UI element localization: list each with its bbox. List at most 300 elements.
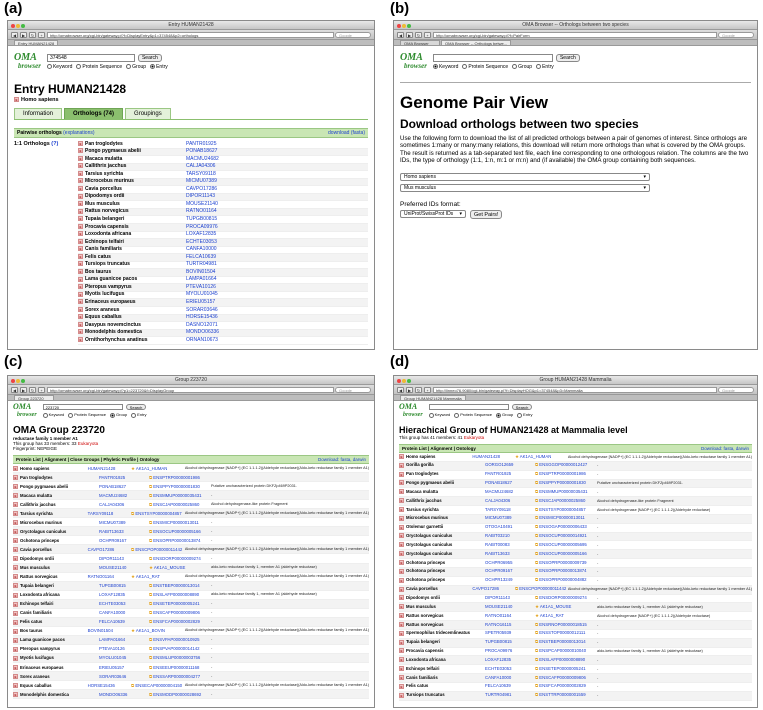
xref-link[interactable] [149,482,211,491]
protein-id-link[interactable]: CALJA04306 [99,501,125,507]
protein-id-link[interactable]: MONDO06336 [186,329,220,336]
xref-link[interactable] [149,672,211,681]
species-name [399,629,485,638]
xref-link[interactable] [535,559,597,568]
protein-id-link[interactable]: MACMU24682 [485,488,514,494]
protein-id-link[interactable]: MONDO06336 [99,691,128,697]
protein-id-link[interactable]: HORSE15436 [186,314,218,321]
genome2-select[interactable]: Mus musculus ▾ [400,184,650,192]
xref-label[interactable]: ENSOPRP00000013874 [539,568,587,574]
protein-id-link[interactable]: MACMU24682 [186,155,219,162]
radio-group[interactable]: Group [512,64,532,70]
xref-link[interactable] [149,581,211,590]
xref-link[interactable] [515,585,568,594]
xref-link[interactable] [535,506,597,515]
add-button[interactable]: + [424,32,431,38]
pref-ids-row [400,210,751,219]
tab-information[interactable]: Information [14,108,62,119]
xref-label[interactable]: ENSCAFP00000009806 [539,674,586,680]
species-name [399,612,485,621]
xref-link[interactable] [535,656,597,665]
xref-link[interactable] [149,554,211,563]
reload-button[interactable]: ↻ [30,387,35,393]
browser-tab[interactable]: Group 223720 [14,395,54,400]
protein-id-link[interactable]: LOXAF12835 [99,592,126,598]
radio-keyword[interactable]: Keyword [43,412,65,417]
xref-link[interactable] [535,461,597,470]
radio-entry[interactable]: Entry [131,412,146,417]
protein-id-link[interactable]: CANFA10000 [186,246,217,253]
xref-link[interactable] [149,690,211,699]
species-tag: E [79,202,82,207]
protein-id-link[interactable]: FELCA10639 [186,253,217,260]
xref-label[interactable]: ENSTSYP00000004857 [539,506,586,512]
protein-id-link[interactable]: FELCA10639 [485,683,511,689]
group-fingerprint: Fingerprint: NEPEIGE [13,446,58,451]
species-label: Callithrix jacchus [406,497,442,503]
xref-label[interactable]: ENSPTRP00000001986 [539,471,586,477]
xref-label[interactable]: ENSGGOP00000012427 [539,462,588,468]
xref-label[interactable]: ENSSTOP00000012111 [539,630,586,636]
search-input[interactable]: 374548 [47,54,135,62]
xref-link[interactable] [131,626,185,635]
protein-id-link[interactable]: MYOLU01045 [186,291,218,298]
protein-id-link[interactable]: ECHTE03053 [99,601,126,607]
xref-link[interactable] [535,497,597,506]
browser-tab-2[interactable]: OMA Browser -- Orthologs betwe... [441,40,511,45]
group-nav-links[interactable]: Protein List | Alignment | Close Groups | Phyletic Profile | Ontology [16,457,160,462]
xref-label[interactable]: ENSTSYP00000004857 [135,510,182,516]
species-label: Lama guanicoe pacos [20,637,65,643]
link-icon: ⧉ [535,595,540,600]
protein-id-link[interactable]: ECHTE03053 [186,238,217,245]
xref-link[interactable] [535,691,597,700]
xref-label[interactable]: ENSTBEP00000013014 [153,583,200,589]
xref-label[interactable]: ENSETEP00000005241 [153,601,200,607]
protein-id-link[interactable]: OCHPR09167 [99,537,127,543]
xref-label[interactable]: AK1A1_HUMAN [135,465,168,471]
xref-link[interactable] [535,514,597,523]
protein-id-link[interactable]: CANFA10000 [485,674,512,680]
download-links[interactable]: Download: fasta, darwin [700,446,749,451]
xref-label[interactable]: ENSMICP00000013011 [539,515,585,521]
xref-label[interactable]: ENSMMUP00000035431 [153,492,202,498]
add-button[interactable]: + [38,32,45,38]
xref-label[interactable]: ENSVPAP00000010925 [153,637,200,643]
protein-id-link[interactable]: DIPOR11143 [186,193,215,200]
search-button[interactable]: Search [138,54,162,62]
protein-id-link[interactable]: PTEVA10126 [99,646,125,652]
protein-id-link[interactable]: CALJA04306 [485,497,511,503]
xref-link[interactable] [535,665,597,674]
link-icon: ⧉ [535,568,540,574]
xref-label[interactable]: ENSPTRP00000001986 [153,474,200,480]
xref-label[interactable]: ENSFCAP00000002829 [153,619,200,625]
species-name [399,453,472,462]
search-input[interactable] [429,404,509,410]
xref-label[interactable]: ENSOCUP00000005695 [539,541,587,547]
reload-button[interactable]: ↻ [416,32,421,38]
protein-id-link[interactable]: PROCA09976 [186,223,218,230]
protein-id-link[interactable]: TARSY09118 [186,170,216,177]
species-label: Loxodonta africana [85,231,132,238]
xref-label[interactable]: ENSMMUP00000035431 [539,488,588,494]
radio-protein-sequence[interactable]: Protein Sequence [454,412,492,417]
google-search-field[interactable]: Google [335,387,371,393]
xref-link[interactable] [535,488,597,497]
protein-id-link[interactable]: CANFA10000 [99,610,126,616]
species-label: Procavia capensis [85,223,129,230]
xref-link[interactable] [149,518,211,527]
xref-label[interactable]: ENSCAFP00000009806 [153,610,200,616]
xref-label[interactable]: ENSPVAP00000014142 [153,646,200,652]
protein-id-link[interactable]: PANTR01925 [99,474,126,480]
xref-link[interactable] [149,536,211,545]
xref-link[interactable] [535,594,597,603]
forward-button[interactable]: ▶ [21,387,26,393]
xref-link[interactable] [535,647,597,656]
xref-link[interactable] [535,612,597,621]
protein-id-link[interactable]: RATNO01164 [87,574,114,580]
protein-id-link[interactable]: OTOGA10491 [485,524,513,530]
xref-link[interactable] [149,617,211,626]
xref-label[interactable]: ENSOCUP00000005166 [153,528,201,534]
protein-description: - [597,631,599,636]
protein-id-link[interactable]: TARSY09118 [485,506,511,512]
xref-label[interactable]: ENSMODP00000028692 [153,691,202,697]
protein-id-link[interactable]: CAVPO17286 [472,586,500,592]
xref-link[interactable] [149,500,211,509]
xref-link[interactable] [535,674,597,683]
search-button[interactable]: Search [512,404,533,410]
xref-link[interactable] [149,590,211,599]
xref-link[interactable] [515,453,568,462]
protein-id-link[interactable]: RABIT13633 [485,550,510,556]
protein-id-link[interactable]: MICMU07389 [99,519,126,525]
radio-entry[interactable]: Entry [536,64,554,70]
species-tag: E [400,481,403,486]
protein-id-link[interactable]: MICMU07389 [186,178,217,185]
address-bar[interactable]: http://linneo76.9080/cgi-bin/gateway.pl?f=DisplayHOG&p1=374548&p3=Mammalia [433,387,717,393]
protein-id-link[interactable]: PANTR01925 [186,140,217,147]
radio-group[interactable]: Group [126,64,146,70]
pref-ids-select[interactable]: UniProt/SwissProt IDs ▾ [400,210,466,218]
protein-id-link[interactable]: SORAR03646 [99,673,127,679]
xref-link[interactable] [535,541,597,550]
protein-id-link[interactable]: FELCA10639 [99,619,125,625]
xref-label[interactable]: ENSPPYP00000001830 [153,483,200,489]
xref-link[interactable] [535,629,597,638]
xref-label[interactable]: ENSOCUP00000005166 [539,550,587,556]
browser-toolbar [8,385,374,395]
forward-button[interactable]: ▶ [21,32,26,38]
back-button[interactable]: ◀ [398,32,403,38]
protein-id-link[interactable]: CAVPO17286 [186,185,218,192]
browser-tab[interactable]: Group HUMAN21428 Mammalia [400,395,466,400]
google-search-field[interactable]: Google [718,387,754,393]
add-button[interactable]: + [38,387,45,393]
protein-id-link[interactable]: CALJA04306 [186,163,216,170]
xref-label[interactable]: AK1A1_RAT [135,574,160,580]
protein-id-link[interactable]: HUMAN21428 [472,453,501,459]
protein-id-link[interactable]: BOVIN01504 [186,268,216,275]
xref-link[interactable] [535,576,597,585]
divider [400,82,751,83]
xref-link[interactable] [535,523,597,532]
tab-groupings[interactable]: Groupings [125,108,171,119]
xref-label[interactable]: ENSDORP00000009274 [153,555,201,561]
oma-logo[interactable]: OMA browser [14,52,41,70]
xref-label[interactable]: ENSLAFP00000008890 [153,592,200,598]
radio-keyword[interactable]: Keyword [433,64,458,70]
xref-label[interactable]: ENSOGAP00000006433 [539,524,587,530]
xref-label[interactable]: AK1A1_RAT [539,612,564,618]
back-button[interactable]: ◀ [398,387,403,393]
xref-label[interactable]: ENSLAFP00000008890 [539,656,586,662]
protein-id-link[interactable]: PONAB18627 [99,483,126,489]
xref-label[interactable]: ENSSARP00000004277 [153,673,201,679]
protein-id-link[interactable]: TUPGB00815 [99,583,126,589]
xref-label[interactable]: ENSECAP00000004150 [135,682,183,688]
protein-id-link[interactable]: HORSE15436 [87,682,115,688]
xref-link[interactable] [149,599,211,608]
xref-label[interactable]: ENSETEP00000005241 [539,665,586,671]
address-bar[interactable]: http://omabrowser.org/cgi-bin/gateway.pl?p1=223720&f=DisplayGroup [47,387,334,393]
protein-id-link[interactable]: RABIT00083 [485,541,510,547]
protein-id-link[interactable]: ERIEU05157 [99,664,125,670]
xref-link[interactable] [131,572,185,581]
protein-id-link[interactable]: LAMPA01664 [186,276,217,283]
protein-id-link[interactable]: MOUSE21140 [485,603,513,609]
group-nav-links[interactable]: Protein List | Alignment | Ontology [402,446,476,451]
protein-id-link[interactable]: GORGO12659 [485,462,514,468]
xref-link[interactable] [535,567,597,576]
species-label: Tarsius syrichta [406,506,439,512]
radio-keyword[interactable]: Keyword [47,64,72,70]
protein-id-link[interactable]: MOUSE21140 [186,200,218,207]
explanations-link[interactable]: (explanations) [63,130,95,136]
protein-id-link[interactable]: LAMPA01664 [99,637,126,643]
protein-id-link[interactable]: MICMU07389 [485,515,512,521]
protein-id-link[interactable]: OCHPR13249 [485,577,513,583]
oma-logo[interactable]: OMA browser [400,52,427,70]
xref-link[interactable] [535,682,597,691]
species-name [78,186,186,194]
search-button[interactable]: Search [556,54,580,62]
species-name [78,148,186,156]
species-tag: E [79,164,82,169]
xref-label[interactable]: ENSTTRP00000001559 [539,692,586,698]
protein-id-link[interactable]: RATNO01164 [485,612,512,618]
xref-link[interactable] [149,635,211,644]
xref-label[interactable]: AK1A1_BOVIN [135,628,165,634]
protein-id-link[interactable]: CAVPO17286 [87,546,115,552]
species-label: Tupaia belangeri [20,583,54,589]
radio-group[interactable]: Group [110,412,127,417]
protein-id-link[interactable]: TUPGB00815 [186,216,218,222]
protein-id-link[interactable]: RATNO16115 [485,621,512,627]
xref-label[interactable]: ENSMLUP00000003756 [153,655,201,661]
protein-id-link[interactable]: OCHPR09167 [485,568,513,574]
protein-description: Putative uncharacterized protein DKFZp469P2031. [211,483,297,488]
xref-label[interactable]: ENSCJAP00000025860 [539,497,586,503]
xref-link[interactable] [149,473,211,482]
xref-label[interactable]: AK1A1_MOUSE [153,565,186,571]
xref-label[interactable]: ENSOCUP00000014921 [539,533,587,539]
protein-id-link[interactable]: DIPOR11143 [485,595,510,600]
species-tag: E [79,322,82,327]
xref-link[interactable] [149,491,211,500]
protein-id-link[interactable]: SPETR05939 [485,630,512,636]
protein-description: - [211,655,213,660]
protein-id-link[interactable]: RABIT13633 [99,528,124,534]
protein-id-link[interactable]: LOXAF12835 [186,231,217,238]
browser-tab-1[interactable]: OMA Browser [400,40,440,45]
xref-link[interactable] [149,527,211,536]
xref-label[interactable]: ENSPCAP00000010040 [539,648,587,654]
species-label: Tarsius syrichta [85,170,123,177]
xref-link[interactable] [131,464,185,473]
protein-id-link[interactable]: PTEVA10126 [186,283,216,290]
address-bar[interactable]: http://omabrowser.org/cgi-bin/gateway.pl?f=PairForm [433,32,717,38]
genome1-select[interactable]: Homo sapiens ▾ [400,173,650,181]
radio-protein-sequence[interactable]: Protein Sequence [68,412,106,417]
species-label: Oryctolagus cuniculus [406,541,453,547]
back-button[interactable]: ◀ [12,387,17,393]
back-button[interactable]: ◀ [12,32,17,38]
radio-group[interactable]: Group [496,412,513,417]
species-name [399,665,485,674]
protein-id-link[interactable]: MOUSE21140 [99,565,127,571]
add-button[interactable]: + [424,387,431,393]
protein-id-link[interactable]: BOVIN01504 [87,628,113,634]
protein-id-link[interactable]: LOXAF12835 [485,656,512,662]
radio-entry[interactable]: Entry [150,64,168,70]
xref-link[interactable] [149,644,211,653]
google-search-field[interactable]: Google [718,32,754,38]
protein-id-link[interactable]: OCHPR06955 [485,559,513,565]
xref-label[interactable]: ENSTBEP00000013014 [539,639,586,645]
protein-id-link[interactable]: MACMU24682 [99,492,128,498]
species-label: Tupaia belangeri [85,216,125,222]
protein-id-link[interactable]: ERIEU05157 [186,299,216,306]
species-tag: E [14,593,17,598]
oma-logo[interactable]: OMA browser [399,402,423,418]
protein-id-link[interactable]: RATNO01164 [186,208,217,215]
search-button[interactable]: Search [126,404,147,410]
link-icon: ⧉ [535,674,540,680]
members-table [399,453,752,701]
radio-keyword[interactable]: Keyword [429,412,451,417]
panel-d-window [393,375,758,708]
protein-id-link[interactable]: TURTR04981 [186,261,217,268]
protein-id-link[interactable]: PROCA09976 [485,648,513,654]
google-search-field[interactable]: Google [335,32,371,38]
search-input[interactable] [433,54,553,62]
protein-description: - [597,525,599,530]
species-tag: E [14,656,17,661]
protein-id-link[interactable]: TARSY09118 [87,510,114,516]
xref-link[interactable] [535,470,597,479]
download-links[interactable]: Download: fasta, darwin [317,457,366,462]
search-input[interactable]: 223720 [43,404,123,410]
browser-tab[interactable]: Entry HUMAN21428 [14,40,58,45]
radio-entry[interactable]: Entry [517,412,532,417]
forward-button[interactable]: ▶ [407,32,412,38]
xref-link[interactable] [131,509,185,518]
species-name [399,497,485,506]
protein-id-link[interactable]: HUMAN21428 [87,465,116,471]
protein-id-link[interactable]: PONAB18627 [485,480,512,486]
radio-protein-sequence[interactable]: Protein Sequence [462,64,508,70]
download-fasta-link[interactable]: download (fasta) [328,130,365,136]
tab-orthologs[interactable]: Orthologs (74) [64,108,123,119]
xref-label[interactable]: ENSMICP00000013011 [153,519,199,525]
xref-label[interactable]: ENSOPRP00000004882 [539,577,587,583]
protein-id-link[interactable]: PONAB18627 [186,148,218,155]
group-members: This group has 41 members: 41 Eukaryota [399,435,485,440]
protein-id-link[interactable]: ECHTE03053 [485,665,512,671]
protein-id-link[interactable]: MYOLU01045 [99,655,127,661]
xref-label[interactable]: ENSEEUP00000011168 [153,664,200,670]
xref-link[interactable] [535,621,597,630]
forward-button[interactable]: ▶ [407,387,412,393]
xref-link[interactable] [149,563,211,572]
protein-id-link[interactable]: DIPOR11143 [99,555,124,561]
address-bar[interactable]: http://omabrowser.org/cgi-bin/gateway.pl?f=DisplayEntry&p1=374548&p2=orthologs [47,32,334,38]
xref-link[interactable] [149,608,211,617]
xref-link[interactable] [149,653,211,662]
xref-label[interactable]: ENSCJAP00000025860 [153,501,200,507]
xref-label[interactable]: AK1A1_HUMAN [519,453,552,459]
xref-label[interactable]: ENSOPRP00000009739 [539,559,587,565]
get-pairs-button[interactable]: Get Pairs! [470,210,502,219]
link-icon: ⧉ [149,664,154,670]
xref-link[interactable] [535,638,597,647]
xref-label[interactable]: AK1A1_MOUSE [539,603,572,609]
radio-protein-sequence[interactable]: Protein Sequence [76,64,122,70]
xref-label[interactable]: ENSCPOP00000011442 [519,586,567,592]
xref-link[interactable] [149,663,211,672]
xref-label[interactable]: ENSPPYP00000001830 [539,480,586,486]
protein-id-link[interactable]: TUPGB00815 [485,639,512,645]
protein-id-link[interactable]: RABIT03210 [485,533,510,539]
protein-id-link[interactable]: PANTR01925 [485,471,512,477]
xref-link[interactable] [535,603,597,612]
xref-link[interactable] [535,532,597,541]
xref-label[interactable]: ENSFCAP00000002829 [539,683,586,689]
reload-button[interactable]: ↻ [416,387,421,393]
protein-description: - [211,601,213,606]
oma-logo[interactable]: OMA browser [13,402,37,418]
xref-link[interactable] [131,545,185,554]
xref-link[interactable] [131,681,185,690]
species-label: Monodelphis domestica [20,691,69,697]
protein-id-link[interactable]: TURTR04981 [485,692,512,698]
xref-link[interactable] [535,550,597,559]
protein-id-link[interactable]: DASNO12071 [186,321,218,328]
species-name [399,514,485,523]
protein-id-link[interactable]: SORAR03646 [186,306,218,313]
reload-button[interactable]: ↻ [30,32,35,38]
xref-link[interactable] [535,479,597,488]
xref-label[interactable]: ENSOPRP00000013874 [153,537,201,543]
xref-label[interactable]: ENSRNOP00000018515 [539,621,587,627]
xref-label[interactable]: ENSCPOP00000011442 [135,546,183,552]
protein-id-link[interactable]: ORNAN10673 [186,336,218,343]
link-icon: ⧉ [535,656,540,662]
xref-label[interactable]: ENSDORP00000009274 [539,595,587,600]
